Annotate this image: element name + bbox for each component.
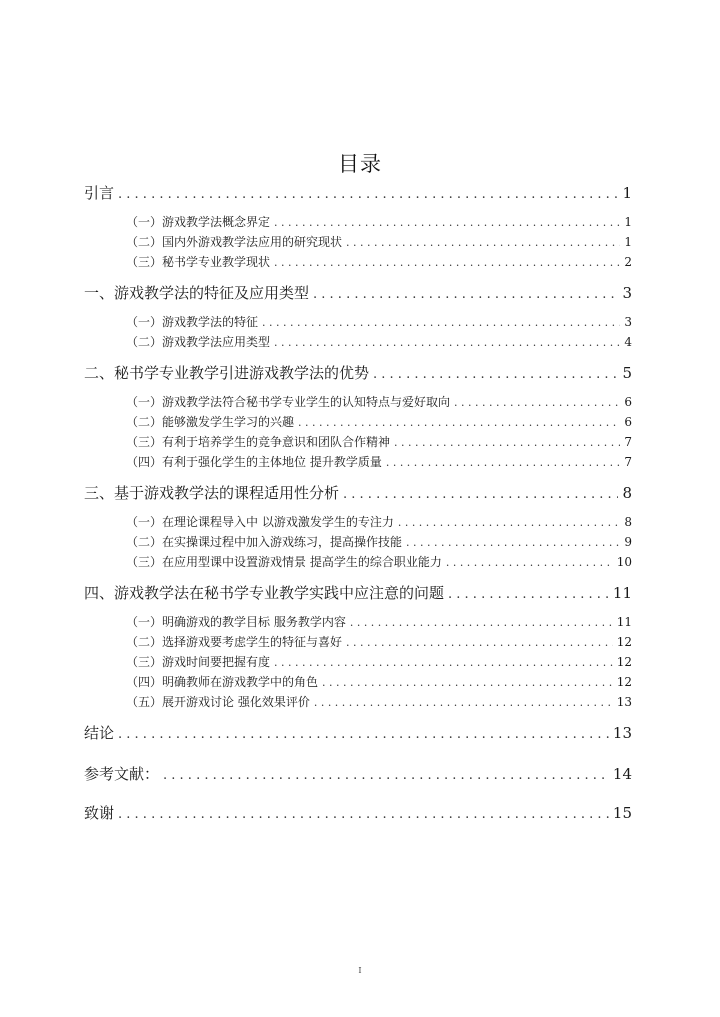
toc-page-number: 9 (624, 535, 632, 549)
toc-leader-dots (313, 287, 618, 302)
toc-leader-dots (346, 236, 620, 249)
toc-page-number: 1 (624, 235, 632, 249)
toc-entry-label: （一）游戏教学法概念界定 (126, 215, 271, 229)
toc-leader-dots (314, 696, 613, 709)
toc-page-number: 12 (616, 675, 632, 689)
toc-page-number: 2 (624, 255, 632, 269)
toc-leader-dots (322, 676, 613, 689)
toc-entry-references[interactable] (84, 763, 632, 784)
toc-entry-intro-1[interactable] (126, 213, 632, 230)
toc-leader-dots (346, 636, 613, 649)
toc-entry-label: 一、游戏教学法的特征及应用类型 (84, 284, 310, 302)
toc-entry-chapter-4-3[interactable] (126, 653, 632, 670)
toc-entry-chapter-4-2[interactable] (126, 633, 632, 650)
toc-entry-label: （二）在实操课过程中加入游戏练习，提高操作技能 (126, 535, 403, 549)
toc-entry-chapter-2-4[interactable] (126, 453, 632, 470)
toc-entry-label: （二）国内外游戏教学法应用的研究现状 (126, 235, 343, 249)
toc-entry-label: （五）展开游戏讨论 强化效果评价 (126, 695, 310, 709)
toc-leader-dots (118, 187, 618, 202)
toc-page-number: 15 (612, 804, 632, 822)
toc-entry-label: （三）游戏时间要把握有度 (126, 655, 271, 669)
toc-page-number: 1 (622, 184, 632, 202)
toc-leader-dots (386, 456, 621, 469)
toc-entry-label: （一）在理论课程导入中 以游戏激发学生的专注力 (126, 515, 394, 529)
toc-entry-label: （一）明确游戏的教学目标 服务教学内容 (126, 615, 346, 629)
toc-entry-chapter-4[interactable] (84, 582, 632, 603)
toc-page-number: 13 (616, 695, 632, 709)
toc-entry-label: 致谢 (84, 804, 115, 822)
toc-leader-dots (394, 436, 620, 449)
toc-page-number: 7 (624, 455, 632, 469)
toc-entry-label: （二）能够激发学生学习的兴趣 (126, 415, 295, 429)
toc-entry-chapter-2-3[interactable] (126, 433, 632, 450)
toc-entry-label: （三）在应用型课中设置游戏情景 提高学生的综合职业能力 (126, 555, 442, 569)
toc-page-number: 3 (624, 315, 632, 329)
toc-entry-introduction[interactable] (84, 182, 632, 203)
toc-leader-dots (274, 656, 613, 669)
toc-title: 目录 (338, 152, 382, 176)
toc-entry-chapter-3[interactable] (84, 482, 632, 503)
toc-leader-dots (163, 768, 609, 783)
toc-page-number: 10 (616, 555, 632, 569)
toc-entry-label: （四）明确教师在游戏教学中的角色 (126, 675, 319, 689)
toc-entry-chapter-1[interactable] (84, 282, 632, 303)
toc-entry-chapter-1-1[interactable] (126, 313, 632, 330)
toc-entry-label: （二）选择游戏要考虑学生的特征与喜好 (126, 635, 343, 649)
toc-leader-dots (373, 367, 618, 382)
toc-page-number: 5 (622, 364, 632, 382)
toc-page-number: 12 (616, 655, 632, 669)
toc-entry-chapter-4-4[interactable] (126, 673, 632, 690)
toc-page-number: 8 (622, 484, 632, 502)
toc-entry-chapter-4-1[interactable] (126, 613, 632, 630)
toc-page-number: 6 (624, 395, 632, 409)
toc-entry-label: （一）游戏教学法的特征 (126, 315, 259, 329)
toc-entry-label: 三、基于游戏教学法的课程适用性分析 (84, 484, 340, 502)
toc-entry-chapter-2[interactable] (84, 362, 632, 383)
toc-entry-label: （二）游戏教学法应用类型 (126, 335, 271, 349)
toc-entry-chapter-1-2[interactable] (126, 333, 632, 350)
toc-leader-dots (298, 416, 620, 429)
toc-entry-label: 结论 (84, 724, 115, 742)
toc-page-number: 4 (624, 335, 632, 349)
toc-leader-dots (274, 216, 620, 229)
toc-page-number: 13 (612, 724, 632, 742)
toc-entry-label: （三）秘书学专业教学现状 (126, 255, 271, 269)
toc-entry-chapter-2-2[interactable] (126, 413, 632, 430)
toc-leader-dots (406, 536, 620, 549)
toc-leader-dots (262, 316, 620, 329)
toc-page-number: 14 (612, 765, 632, 783)
toc-leader-dots (274, 256, 620, 269)
toc-entry-conclusion[interactable] (84, 722, 632, 743)
toc-entry-chapter-3-2[interactable] (126, 533, 632, 550)
toc-leader-dots (274, 336, 620, 349)
toc-entry-label: （四）有利于强化学生的主体地位 提升教学质量 (126, 455, 382, 469)
toc-entry-label: 参考文献： (84, 765, 160, 783)
toc-entry-chapter-2-1[interactable] (126, 393, 632, 410)
toc-leader-dots (118, 807, 609, 822)
toc-page-number: 3 (622, 284, 632, 302)
toc-leader-dots (446, 556, 613, 569)
toc-leader-dots (343, 487, 618, 502)
toc-entry-acknowledgements[interactable] (84, 802, 632, 823)
toc-entry-label: 引言 (84, 184, 115, 202)
toc-entry-chapter-3-1[interactable] (126, 513, 632, 530)
toc-page-number: 8 (624, 515, 632, 529)
toc-entry-label: 二、秘书学专业教学引进游戏教学法的优势 (84, 364, 370, 382)
toc-entry-label: （一）游戏教学法符合秘书学专业学生的认知特点与爱好取向 (126, 395, 451, 409)
toc-leader-dots (118, 727, 609, 742)
toc-entry-intro-2[interactable] (126, 233, 632, 250)
toc-page-number: 11 (612, 584, 632, 602)
toc-entry-chapter-4-5[interactable] (126, 693, 632, 710)
toc-leader-dots (448, 587, 609, 602)
toc-entry-chapter-3-3[interactable] (126, 553, 632, 570)
toc-page-number: 7 (624, 435, 632, 449)
toc-page-number: 12 (616, 635, 632, 649)
toc-leader-dots (350, 616, 613, 629)
footer-page-number: I (358, 966, 362, 975)
toc-page-number: 1 (624, 215, 632, 229)
toc-leader-dots (398, 516, 621, 529)
toc-entry-intro-3[interactable] (126, 253, 632, 270)
toc-page-number: 11 (616, 615, 632, 629)
toc-entry-label: （三）有利于培养学生的竞争意识和团队合作精神 (126, 435, 391, 449)
toc-page-number: 6 (624, 415, 632, 429)
toc-leader-dots (454, 396, 620, 409)
toc-entry-label: 四、游戏教学法在秘书学专业教学实践中应注意的问题 (84, 584, 445, 602)
